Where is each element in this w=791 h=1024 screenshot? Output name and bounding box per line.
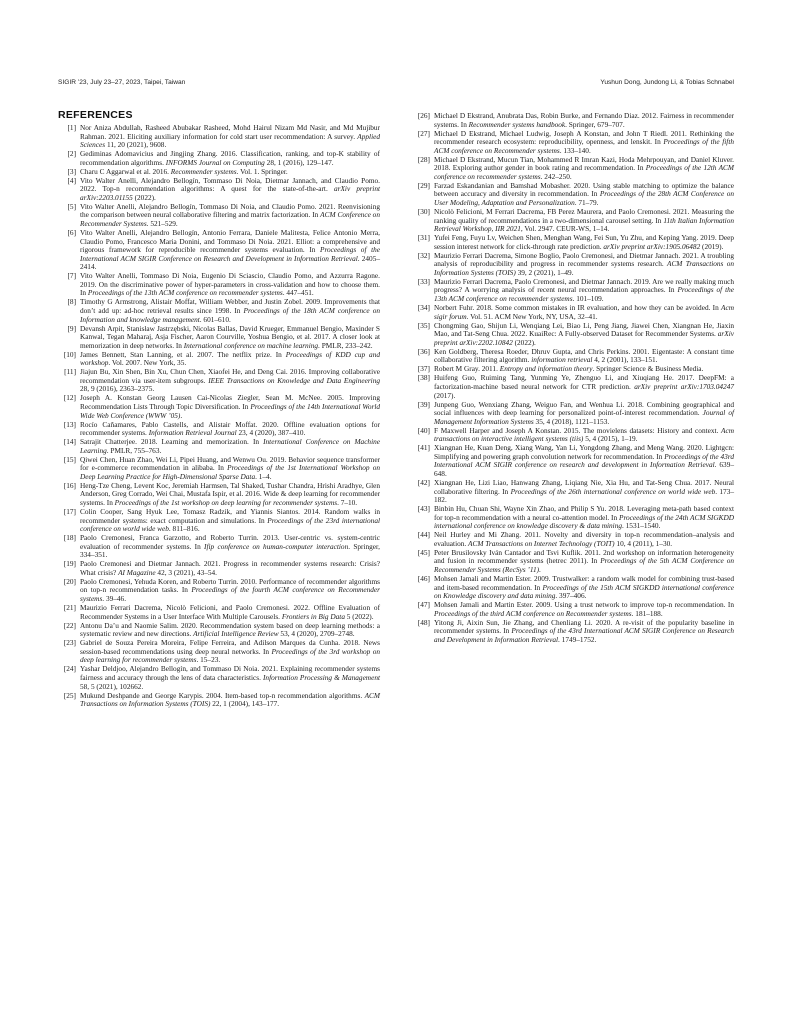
reference-authors-title: Yufei Feng, Fuyu Lv, Weichen Shen, Menghan Wang, Fei Sun, Yu Zhu, and Keping Yang. 2019. Deep session interest network for click-through rate prediction. bbox=[434, 233, 734, 251]
reference-entry bbox=[58, 534, 380, 560]
reference-details: . PMLR, 755–763. bbox=[106, 445, 162, 455]
reference-entry bbox=[412, 479, 734, 505]
reference-number: [18] bbox=[63, 533, 76, 543]
reference-details: 4, 2 (2001), 133–151. bbox=[592, 355, 658, 365]
reference-entry bbox=[58, 482, 380, 508]
reference-entry bbox=[58, 298, 380, 324]
reference-details: 5, 4 (2015), 1–19. bbox=[583, 434, 638, 444]
reference-details: . bbox=[539, 564, 541, 574]
reference-authors-title: Jiajun Bu, Xin Shen, Bin Xu, Chun Chen, Xiaofei He, and Deng Cai. 2016. Improving collaborative recommendation via user-item subgroups. bbox=[80, 367, 380, 385]
reference-entry bbox=[58, 560, 380, 577]
reference-details: . 1749–1752. bbox=[558, 634, 597, 644]
reference-details: . bbox=[180, 410, 183, 420]
reference-authors-title: Xiangnan He, Lizi Liao, Hanwang Zhang, Liqiang Nie, Xia Hu, and Tat-Seng Chua. 2017. Neural collaborative filtering. In bbox=[434, 477, 734, 496]
reference-venue: Proceedings of the 14th International World Wide Web Conference (WWW ’05) bbox=[80, 402, 380, 420]
reference-number: [33] bbox=[417, 276, 430, 286]
reference-details: . 242–250. bbox=[540, 171, 572, 181]
reference-number: [26] bbox=[417, 111, 430, 120]
reference-venue: arXiv preprint arXiv:1703.04247 bbox=[634, 381, 735, 391]
reference-venue: information retrieval bbox=[531, 355, 593, 365]
reference-entry bbox=[58, 394, 380, 420]
reference-venue: Proceedings of the 43rd International ACM SIGIR conference on research and development in Information Retrieval bbox=[434, 451, 734, 470]
reference-entry bbox=[58, 368, 380, 394]
reference-number: [1] bbox=[67, 123, 76, 132]
reference-venue: Proceedings of the International ACM SIGIR Conference on Research and Development in Information Retrieval bbox=[80, 245, 380, 263]
reference-number: [5] bbox=[67, 201, 76, 211]
reference-venue: Proceedings of the 1st International Workshop on Deep Learning Practice for High-Dimensional Sparse Data bbox=[80, 463, 381, 481]
reference-entry bbox=[412, 374, 734, 400]
reference-number: [12] bbox=[63, 393, 76, 403]
reference-number: [11] bbox=[64, 367, 76, 377]
reference-entry bbox=[412, 444, 734, 478]
reference-venue: Ifip conference on human-computer interaction bbox=[204, 541, 349, 551]
reference-authors-title: Chongming Gao, Shijun Li, Wenqiang Lei, Biao Li, Peng Jiang, Jiawei Chen, Xiangnan He, Jiaxin Mao, and Tat-Seng Chua. 2022. KuaiRec: A Fully-observed Dataset for Recommender Systems. bbox=[434, 320, 734, 339]
reference-entry bbox=[58, 351, 380, 368]
reference-number: [46] bbox=[417, 573, 430, 583]
reference-authors-title: Vito Walter Anelli, Tommaso Di Noia, Eugenio Di Sciascio, Claudio Pomo, and Azzurra Ragone. 2019. On the discriminative power of hyper-parameters in cross-validation and how to choose them. In bbox=[80, 271, 380, 298]
reference-authors-title: Charu C Aggarwal et al. 2016. bbox=[80, 166, 171, 176]
reference-venue: Acm transactions on interactive intelligent systems (tiis) bbox=[434, 425, 734, 444]
reference-authors-title: Vito Walter Anelli, Alejandro Bellogín, Tommaso Di Noia, Dietmar Jannach, and Claudio Pomo. 2022. Top-n recommendation algorithms: A quest for the state-of-the-art. bbox=[80, 175, 380, 194]
reference-venue: Proceedings of the 28th ACM Conference on User Modeling, Adaptation and Personalization bbox=[434, 189, 734, 207]
reference-details: . 15–23. bbox=[196, 655, 221, 665]
reference-entry bbox=[58, 622, 380, 639]
reference-number: [48] bbox=[417, 617, 430, 627]
reference-number: [31] bbox=[417, 233, 430, 243]
reference-entry bbox=[412, 252, 734, 278]
reference-details: 23, 4 (2020), 387–410. bbox=[236, 428, 306, 438]
reference-entry bbox=[412, 130, 734, 156]
reference-number: [40] bbox=[417, 425, 430, 435]
reference-details: . 181–188. bbox=[631, 608, 663, 618]
reference-details: . 521–529. bbox=[146, 219, 178, 229]
reference-authors-title: Peter Brusilovsky Iván Cantador and Tsvi Kuflik. 2011. 2nd workshop on information heterogeneity and fusion in recommender systems (hetrec 2011). In bbox=[434, 547, 734, 566]
reference-authors-title: Vito Walter Anelli, Alejandro Bellogín, Antonio Ferrara, Daniele Malitesta, Felice Antonio Merra, Claudio Pomo, Francesco Maria Donini, and Tommaso Di Noia. 2021. Elliot: a comprehensive and rigorous framework for reproducible recommender systems evaluation. In bbox=[80, 228, 380, 255]
reference-number: [8] bbox=[67, 297, 76, 307]
reference-entry bbox=[58, 177, 380, 203]
reference-venue: arXiv preprint arXiv:2202.10842 bbox=[434, 329, 734, 347]
reference-venue: International conference on machine learning bbox=[183, 340, 319, 350]
reference-authors-title: Maurizio Ferrari Dacrema, Simone Boglio, Paolo Cremonesi, and Dietmar Jannach. 2021. A troubling analysis of reproducibility and progress in recommender systems research. bbox=[434, 250, 734, 269]
reference-number: [29] bbox=[417, 180, 430, 190]
reference-authors-title: Mohsen Jamali and Martin Ester. 2009. Using a trust network to improve top-n recommendation. In bbox=[434, 600, 734, 610]
reference-authors-title: Robert M Gray. 2011. bbox=[434, 364, 500, 374]
reference-details: 11, 20 (2021), 9608. bbox=[105, 140, 167, 150]
reference-details: (2022). bbox=[512, 337, 536, 347]
reference-details: . 397–406. bbox=[555, 591, 587, 601]
reference-entry bbox=[412, 601, 734, 618]
reference-entry bbox=[58, 639, 380, 665]
left-column bbox=[58, 124, 380, 709]
reference-authors-title: Paolo Cremonesi and Dietmar Jannach. 2021. Progress in recommender systems research: Crisis? What crisis? bbox=[80, 559, 380, 577]
reference-entry bbox=[412, 427, 734, 444]
reference-entry bbox=[412, 575, 734, 601]
reference-number: [27] bbox=[417, 128, 430, 138]
reference-details: . 811–816. bbox=[168, 524, 200, 534]
reference-entry bbox=[412, 348, 734, 365]
reference-authors-title: Antonu Da’u and Naomie Salim. 2020. Recommendation system based on deep learning methods: a systematic review and new directions. bbox=[80, 620, 380, 639]
reference-details: . 39–46. bbox=[102, 594, 127, 604]
reference-venue: AI Magazine bbox=[118, 567, 156, 577]
reference-entry bbox=[58, 203, 380, 229]
reference-details: . 71–79. bbox=[574, 197, 599, 207]
reference-authors-title: Qiwei Chen, Huan Zhao, Wei Li, Pipei Huang, and Wenwu Ou. 2019. Behavior sequence transformer for e-commerce recommendation in alibaba. In bbox=[80, 454, 380, 473]
reference-venue: Proceedings of the fifth ACM conference on Recommender systems bbox=[434, 137, 734, 155]
reference-details: (2022). bbox=[132, 192, 156, 202]
reference-details: 35, 4 (2018), 1121–1153. bbox=[533, 416, 610, 426]
reference-venue: Proceedings of the 23rd international conference on world wide web bbox=[80, 515, 380, 534]
reference-authors-title: Neil Hurley and Mi Zhang. 2011. Novelty and diversity in top-n recommendation–analysis and evaluation. bbox=[434, 530, 734, 548]
reference-details: 10, 4 (2011), 1–30. bbox=[614, 538, 673, 548]
reference-number: [10] bbox=[63, 349, 76, 359]
reference-entry bbox=[412, 505, 734, 531]
reference-authors-title: Junpeng Guo, Wenxiang Zhang, Weiguo Fan, and Wenhua Li. 2018. Combining geographical and social influences with deep learning for personalized point-of-interest recommendation. bbox=[434, 399, 734, 418]
reference-authors-title: Michael D Ekstrand, Mucun Tian, Mohammed R Imran Kazi, Hoda Mehrpouyan, and Daniel Kluver. 2018. Exploring author gender in book rating and recommendation. In bbox=[434, 154, 734, 173]
reference-number: [20] bbox=[63, 576, 76, 586]
reference-details: . Vol. 1. Springer. bbox=[236, 166, 288, 176]
reference-number: [21] bbox=[63, 603, 76, 613]
reference-entry bbox=[412, 531, 734, 548]
reference-number: [25] bbox=[63, 690, 76, 700]
reference-venue: Recommender systems handbook bbox=[468, 119, 566, 129]
reference-authors-title: Vito Walter Anelli, Alejandro Bellogín, Tommaso Di Noia, and Claudio Pomo. 2021. Reenvisioning the comparison between neural collaborative filtering and matrix factorization. In bbox=[80, 201, 380, 220]
reference-authors-title: Ken Goldberg, Theresa Roeder, Dhruv Gupta, and Chris Perkins. 2001. Eigentaste: A constant time collaborative filtering algorithm. bbox=[434, 346, 734, 365]
reference-number: [19] bbox=[63, 559, 76, 569]
header-conference: SIGIR ’23, July 23–27, 2023, Taipei, Taiwan bbox=[58, 79, 186, 86]
reference-details: (2017). bbox=[434, 390, 456, 400]
reference-venue: arXiv preprint arXiv:1905.06482 bbox=[603, 241, 701, 251]
reference-venue: Proceedings of the third ACM conference on Recommender systems bbox=[434, 608, 632, 618]
reference-number: [37] bbox=[417, 364, 430, 374]
reference-entry bbox=[58, 272, 380, 298]
reference-number: [6] bbox=[67, 228, 76, 238]
reference-venue: Recommender systems bbox=[170, 166, 237, 176]
reference-authors-title: Farzad Eskandanian and Bamshad Mobasher. 2020. Using stable matching to optimize the balance between accuracy and diversity in recommendation. In bbox=[434, 180, 734, 199]
reference-entry bbox=[412, 156, 734, 182]
reference-number: [3] bbox=[67, 166, 76, 176]
reference-entry bbox=[58, 578, 380, 604]
reference-entry bbox=[412, 182, 734, 208]
reference-entry bbox=[58, 325, 380, 351]
reference-details: . 101–109. bbox=[572, 293, 604, 303]
reference-authors-title: Maurizio Ferrari Dacrema, Nicolò Felicioni, and Paolo Cremonesi. 2022. Offline Evaluation of Recommender Systems in a User Interface With Multiple Carousels. bbox=[80, 603, 380, 621]
reference-venue: ACM Conference on Recommender Systems bbox=[80, 210, 380, 229]
reference-entry bbox=[412, 322, 734, 348]
reference-entry bbox=[412, 401, 734, 427]
reference-authors-title: Nor Aniza Abdullah, Rasheed Abubakar Rasheed, Mohd Hairul Nizam Md Nasir, and Md Mujibur Rahman. 2021. Eliciting auxiliary information for cold start user recommendation: A survey. bbox=[80, 123, 380, 141]
reference-number: [4] bbox=[67, 175, 76, 185]
reference-authors-title: Xiangnan He, Kuan Deng, Xiang Wang, Yan Li, Yongdong Zhang, and Meng Wang. 2020. Lightgcn: Simplifying and powering graph convolution network for recommendation. In bbox=[434, 443, 734, 461]
reference-venue: Applied Sciences bbox=[80, 131, 380, 150]
reference-entry bbox=[58, 692, 380, 709]
reference-details: . 1–4. bbox=[255, 471, 272, 481]
reference-entry bbox=[412, 304, 734, 321]
reference-venue: Proceedings of the 26th international conference on world wide web bbox=[510, 486, 716, 496]
reference-authors-title: Binbin Hu, Chuan Shi, Wayne Xin Zhao, and Philip S Yu. 2018. Leveraging meta-path based context for top-n recommendation with a neural co-attention model. In bbox=[434, 504, 734, 522]
reference-details: . Vol. 51. ACM New York, NY, USA, 32–41. bbox=[466, 311, 598, 321]
reference-authors-title: Yitong Ji, Aixin Sun, Jie Zhang, and Chenliang Li. 2020. A re-visit of the popularity baseline in recommender systems. In bbox=[434, 617, 734, 636]
reference-venue: Proceedings of the 24th ACM SIGKDD international conference on knowledge discovery & data mining bbox=[434, 512, 734, 531]
reference-venue: Proceedings of the 1st workshop on deep learning for recommender systems bbox=[114, 498, 338, 508]
reference-venue: Entropy and information theory bbox=[499, 364, 593, 374]
reference-entry bbox=[58, 150, 380, 167]
reference-authors-title: Paolo Cremonesi, Franca Garzotto, and Roberto Turrin. 2013. User-centric vs. system-centric evaluation of recommender systems. In bbox=[80, 533, 380, 551]
reference-authors-title: James Bennett, Stan Lanning, et al. 2007. The netflix prize. In bbox=[80, 349, 286, 359]
reference-authors-title: Nicolò Felicioni, M Ferrari Dacrema, FB Perez Maurera, and Paolo Cremonesi. 2021. Measuring the ranking quality of recommendations in a two-dimensional carousel setting. In bbox=[434, 207, 734, 225]
reference-details: . 7–10. bbox=[337, 498, 358, 508]
reference-entry bbox=[58, 229, 380, 272]
reference-number: [45] bbox=[417, 547, 430, 557]
reference-entry bbox=[412, 208, 734, 234]
reference-details: . Springer, 334–351. bbox=[80, 541, 380, 560]
reference-details: 5 (2022). bbox=[344, 611, 374, 621]
reference-details: . Springer Science & Business Media. bbox=[592, 364, 704, 374]
reference-venue: Proceedings of the 13th ACM conference on recommender systems bbox=[87, 288, 283, 298]
reference-entry bbox=[58, 604, 380, 621]
reference-authors-title: Huifeng Guo, Ruiming Tang, Yunming Ye, Zhenguo Li, and Xiuqiang He. 2017. DeepFM: a factorization-machine based neural network for CTR prediction. bbox=[434, 373, 734, 391]
reference-venue: ACM Transactions on Information Systems (TOIS) bbox=[80, 690, 380, 709]
reference-venue: International Conference on Machine Learning bbox=[80, 437, 380, 455]
reference-authors-title: Timothy G Armstrong, Alistair Moffat, William Webber, and Justin Zobel. 2009. Improvements that don’t add up: ad-hoc retrieval results since 1998. In bbox=[80, 297, 380, 315]
reference-details: . 1531–1540. bbox=[622, 521, 661, 531]
reference-details: 28, 1 (2016), 129–147. bbox=[264, 157, 334, 167]
reference-authors-title: Satrajit Chatterjee. 2018. Learning and memorization. In bbox=[80, 437, 264, 447]
reference-number: [14] bbox=[63, 437, 76, 447]
reference-details: , Vol. 2947. CEUR-WS, 1–14. bbox=[520, 224, 610, 234]
reference-details: 58, 5 (2021), 102662. bbox=[80, 681, 144, 691]
reference-venue: Proceedings of the 5th ACM Conference on Recommender Systems (RecSys ’11) bbox=[434, 556, 734, 574]
reference-details: . 639–648. bbox=[434, 460, 734, 478]
reference-authors-title: Michael D Ekstrand, Michael Ludwig, Joseph A Konstan, and John T Riedl. 2011. Rethinking the recommender research ecosystem: reproducibility, openness, and lenskit. In bbox=[434, 128, 734, 147]
reference-authors-title: Norbert Fuhr. 2018. Some common mistakes in IR evaluation, and how they can be avoided. In bbox=[434, 303, 722, 313]
reference-venue: Proceedings of the 43rd International ACM SIGIR Conference on Research and Development in Information Retrieval bbox=[434, 626, 734, 644]
reference-venue: 11th Italian Information Retrieval Workshop, IIR 2021 bbox=[434, 215, 734, 234]
reference-number: [34] bbox=[417, 303, 430, 313]
reference-details: 22, 1 (2004), 143–177. bbox=[210, 699, 280, 709]
reference-venue: Proceedings of the 13th ACM conference on recommender systems bbox=[434, 285, 735, 303]
reference-entry bbox=[58, 665, 380, 691]
reference-number: [16] bbox=[63, 480, 76, 490]
reference-venue: Information Processing & Management bbox=[262, 672, 380, 682]
reference-venue: Proceedings of the 12th ACM conference on recommender systems bbox=[434, 163, 734, 181]
reference-entry bbox=[58, 508, 380, 534]
reference-venue: Information Retrieval Journal bbox=[148, 428, 237, 438]
reference-authors-title: Joseph A. Konstan Georg Lausen Cai-Nicolas Ziegler, Sean M. McNee. 2005. Improving Recommendation Lists Through Topic Diversification. In bbox=[80, 393, 380, 411]
reference-venue: Artificial Intelligence Review bbox=[193, 629, 279, 639]
reference-entry bbox=[412, 619, 734, 645]
reference-number: [28] bbox=[417, 154, 430, 164]
reference-entry bbox=[412, 112, 734, 129]
reference-venue: Proceedings of the fourth ACM conference on Recommender systems bbox=[80, 585, 380, 604]
reference-details: 42, 3 (2021), 43–54. bbox=[155, 567, 218, 577]
reference-venue: Proceedings of the 18th ACM conference on Information and knowledge management bbox=[80, 305, 381, 324]
reference-authors-title: Paolo Cremonesi, Yehuda Koren, and Roberto Turrin. 2010. Performance of recommender algorithms on top-n recommendation tasks. In bbox=[80, 576, 380, 595]
reference-details: 28, 9 (2016), 2363–2375. bbox=[80, 384, 155, 394]
reference-details: (2019). bbox=[700, 241, 724, 251]
reference-number: [36] bbox=[417, 346, 430, 356]
reference-number: [22] bbox=[63, 620, 76, 630]
reference-authors-title: Michael D Ekstrand, Anubrata Das, Robin Burke, and Fernando Diaz. 2012. Fairness in recommender systems. In bbox=[434, 111, 734, 129]
reference-venue: ACM Transactions on Internet Technology (TOIT) bbox=[468, 538, 615, 548]
reference-details: . 601–610. bbox=[199, 314, 231, 324]
reference-authors-title: Rocío Cañamares, Pablo Castells, and Alistair Moffat. 2020. Offline evaluation options for recommender systems. bbox=[80, 419, 380, 438]
reference-venue: IEEE Transactions on Knowledge and Data Engineering bbox=[208, 375, 380, 385]
reference-entry bbox=[412, 278, 734, 304]
reference-number: [17] bbox=[63, 507, 76, 517]
reference-details: 39, 2 (2021), 1–49. bbox=[515, 267, 574, 277]
reference-details: . 173–182. bbox=[434, 486, 735, 505]
reference-number: [39] bbox=[417, 399, 430, 409]
reference-venue: INFORMS Journal on Computing bbox=[165, 157, 265, 167]
reference-entry bbox=[58, 438, 380, 455]
reference-authors-title: Maurizio Ferrari Dacrema, Paolo Cremonesi, and Dietmar Jannach. 2019. Are we really making much progress? A worrying analysis of recent neural recommendation approaches. In bbox=[434, 276, 734, 295]
reference-number: [15] bbox=[63, 454, 76, 464]
reference-number: [32] bbox=[417, 250, 430, 260]
reference-authors-title: Gediminas Adomavicius and Jingjing Zhang. 2016. Classification, ranking, and top-K stability of recommendation algorithms. bbox=[80, 149, 380, 167]
reference-venue: ACM Transactions on Information Systems (TOIS) bbox=[434, 259, 735, 277]
reference-venue: Frontiers in Big Data bbox=[281, 611, 345, 621]
reference-authors-title: F Maxwell Harper and Joseph A Konstan. 2015. The movielens datasets: History and context. bbox=[434, 425, 722, 435]
reference-entry bbox=[412, 234, 734, 251]
reference-entry bbox=[58, 421, 380, 438]
reference-number: [47] bbox=[417, 600, 430, 610]
reference-number: [24] bbox=[63, 664, 76, 674]
reference-entry bbox=[58, 124, 380, 150]
reference-details: 53, 4 (2020), 2709–2748. bbox=[278, 629, 355, 639]
reference-number: [42] bbox=[417, 477, 430, 487]
right-column bbox=[412, 112, 734, 645]
reference-authors-title: Devansh Arpit, Stanisław Jastrzębski, Nicolas Ballas, David Krueger, Emmanuel Bengio, Maxinder S Kanwal, Tegan Maharaj, Asja Fischer, Aaron Courville, Yoshua Bengio, et al. 2017. A closer look at memorization in deep networks. In bbox=[80, 323, 380, 350]
reference-entry bbox=[58, 456, 380, 482]
reference-number: [41] bbox=[417, 443, 430, 453]
reference-number: [2] bbox=[67, 149, 76, 159]
reference-details: . Springer, 679–707. bbox=[565, 119, 625, 129]
header-authors: Yushun Dong, Jundong Li, & Tobias Schnabel bbox=[600, 79, 734, 86]
reference-venue: Proceedings of KDD cup and workshop bbox=[80, 349, 380, 368]
reference-venue: Acm sigir forum bbox=[434, 303, 734, 321]
reference-number: [23] bbox=[63, 638, 76, 648]
reference-number: [43] bbox=[417, 504, 430, 514]
reference-details: . Vol. 2007. New York, 35. bbox=[108, 358, 187, 368]
reference-details: . 447–451. bbox=[282, 288, 314, 298]
reference-venue: Proceedings of the 3rd workshop on deep learning for recommender systems bbox=[80, 646, 380, 665]
reference-authors-title: Gabriel de Souza Pereira Moreira, Felipe Ferreira, and Adilson Marques da Cunha. 2018. News session-based recommendations using deep neural networks. In bbox=[80, 638, 380, 656]
reference-venue: Journal of Management Information Systems bbox=[434, 408, 734, 426]
section-title: REFERENCES bbox=[58, 109, 133, 121]
reference-authors-title: Colin Cooper, Sang Hyuk Lee, Tomasz Radzik, and Yiannis Siantos. 2014. Random walks in recommender systems: exact computation and simulations. In bbox=[80, 507, 380, 525]
reference-number: [35] bbox=[417, 320, 430, 330]
reference-authors-title: Yashar Deldjoo, Alejandro Bellogín, and Tommaso Di Noia. 2021. Explaining recommender systems fairness and accuracy through the lens of data characteristics. bbox=[80, 664, 380, 682]
reference-authors-title: Heng-Tze Cheng, Levent Koc, Jeremiah Harmsen, Tal Shaked, Tushar Chandra, Hrishi Aradhye, Glen Anderson, Greg Corrado, Wei Chai, Mustafa Ispir, et al. 2016. Wide & deep learning for recommender systems. In bbox=[80, 480, 380, 508]
reference-venue: Proceedings of the 15th ACM SIGKDD international conference on Knowledge discovery and data mining bbox=[434, 582, 734, 601]
reference-number: [7] bbox=[67, 271, 76, 281]
reference-number: [44] bbox=[417, 530, 430, 540]
reference-details: . PMLR, 233–242. bbox=[318, 340, 373, 350]
reference-number: [38] bbox=[417, 373, 430, 383]
reference-number: [13] bbox=[63, 419, 76, 429]
reference-authors-title: Mukund Deshpande and George Karypis. 2004. Item-based top-n recommendation algorithms. bbox=[80, 690, 365, 700]
reference-entry bbox=[412, 549, 734, 575]
reference-details: . 133–140. bbox=[559, 145, 591, 155]
reference-number: [9] bbox=[67, 323, 76, 333]
reference-venue: arXiv preprint arXiv:2203.01155 bbox=[80, 184, 381, 202]
reference-authors-title: Mohsen Jamali and Martin Ester. 2009. Trustwalker: a random walk model for combining trust-based and item-based recommendation. In bbox=[434, 573, 734, 592]
reference-details: . 2405–2414. bbox=[80, 253, 380, 272]
reference-number: [30] bbox=[417, 207, 430, 217]
